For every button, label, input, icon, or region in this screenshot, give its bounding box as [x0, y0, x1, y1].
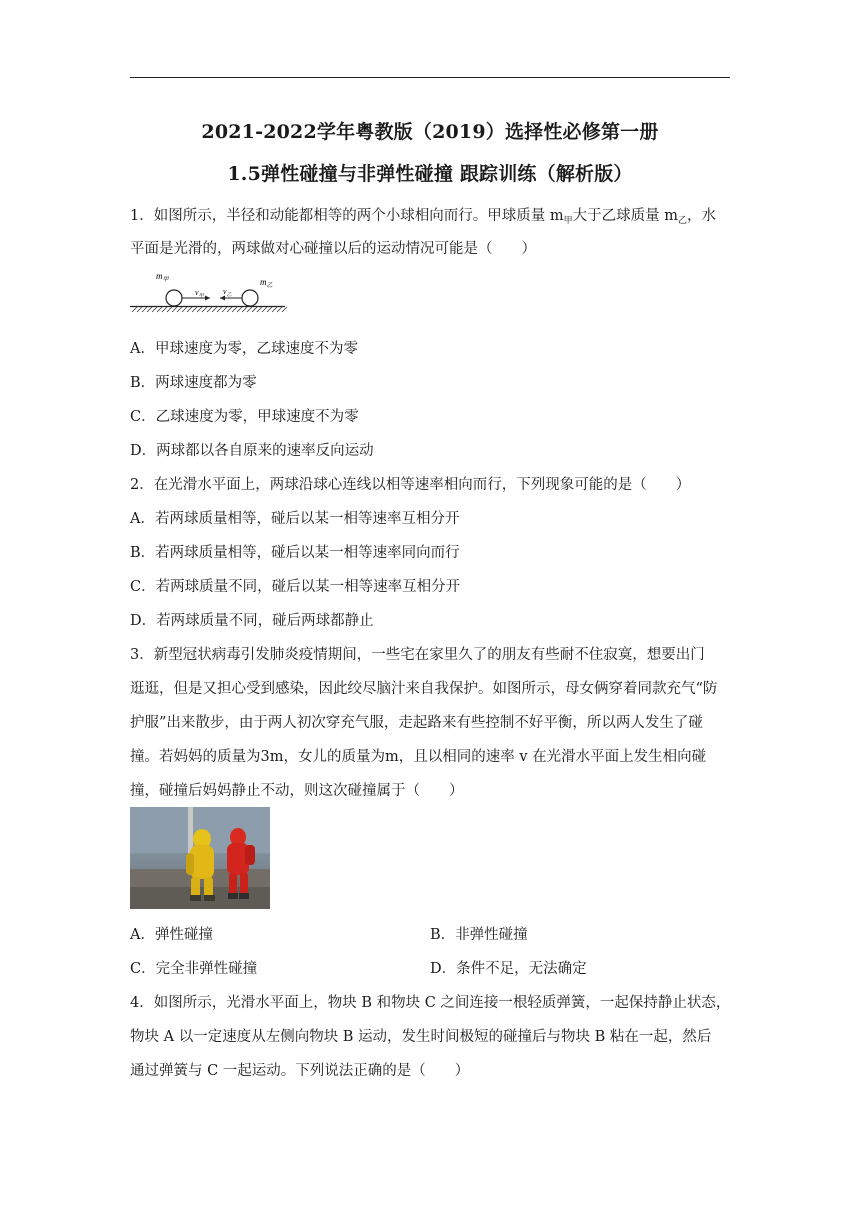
q4-stem-line3: 通过弹簧与 C 一起运动。下列说法正确的是（ ）	[130, 1063, 470, 1079]
q3-option-b: B．非弹性碰撞	[430, 927, 528, 943]
q3-stem-line3: 护服”出来散步，由于两人初次穿充气服，走起路来有些控制不好平衡，所以两人发生了碰	[130, 715, 703, 731]
ball-yi	[242, 290, 258, 306]
q3-option-c: C．完全非弹性碰撞	[130, 961, 258, 977]
q2-option-a: A．若两球质量相等，碰后以某一相等速率互相分开	[130, 511, 460, 527]
q4-stem-line2: 物块 A 以一定速度从左侧向物块 B 运动，发生时间极短的碰撞后与物块 B 粘在一起，然后	[130, 1029, 712, 1045]
q1-option-c: C．乙球速度为零，甲球速度不为零	[130, 409, 359, 425]
q1-stem-line2: 平面是光滑的，两球做对心碰撞以后的运动情况可能是（ ）	[130, 241, 536, 257]
q3-stem-line5: 撞，碰撞后妈妈静止不动，则这次碰撞属于（ ）	[130, 783, 464, 799]
q2-option-d: D．若两球质量不同，碰后两球都静止	[130, 613, 374, 629]
q1-option-d: D．两球都以各自原来的速率反向运动	[130, 443, 374, 459]
v-jia-arrowhead	[205, 296, 210, 301]
collision-diagram	[130, 266, 290, 316]
v-jia-label: $v_甲$	[195, 288, 204, 299]
v-yi-arrowhead	[220, 296, 225, 301]
protective-suit-photo	[130, 807, 270, 909]
q2-option-b: B．若两球质量相等，碰后以某一相等速率同向而行	[130, 545, 460, 561]
page-subtitle: 1.5弹性碰撞与非弹性碰撞 跟踪训练（解析版）	[227, 163, 633, 185]
q4-stem-line1: 4．如图所示，光滑水平面上，物块 B 和物块 C 之间连接一根轻质弹簧，一起保持静止状态，	[130, 995, 731, 1011]
ground-hatching	[132, 307, 287, 312]
q3-stem-line2: 逛逛，但是又担心受到感染，因此绞尽脑汁来自我保护。如图所示，母女俩穿着同款充气“防	[130, 681, 718, 697]
ball-jia	[166, 290, 182, 306]
q1-stem-line1: 1．如图所示，半径和动能都相等的两个小球相向而行。甲球质量 $m_甲$大于乙球质量 $m_乙$，水	[130, 208, 716, 226]
m-jia-label: $m_甲$	[156, 271, 169, 283]
v-yi-label: $v_乙$	[223, 287, 232, 298]
q2-option-c: C．若两球质量不同，碰后以某一相等速率互相分开	[130, 579, 461, 595]
m-yi-label: $m_乙$	[260, 277, 273, 289]
q3-option-d: D．条件不足，无法确定	[430, 961, 587, 977]
q3-stem-line1: 3．新型冠状病毒引发肺炎疫情期间，一些宅在家里久了的朋友有些耐不住寂寞，想要出门	[130, 647, 705, 663]
q3-stem-line4: 撞。若妈妈的质量为3m，女儿的质量为m，且以相同的速率 v 在光滑水平面上发生相向碰	[130, 749, 707, 765]
header-rule	[130, 77, 730, 78]
page-title: 2021-2022学年粤教版（2019）选择性必修第一册	[201, 121, 659, 143]
q1-option-a: A．甲球速度为零，乙球速度不为零	[130, 341, 358, 357]
q3-option-a: A．弹性碰撞	[130, 927, 213, 943]
q2-stem: 2．在光滑水平面上，两球沿球心连线以相等速率相向而行，下列现象可能的是（ ）	[130, 477, 691, 493]
q1-option-b: B．两球速度都为零	[130, 375, 257, 391]
